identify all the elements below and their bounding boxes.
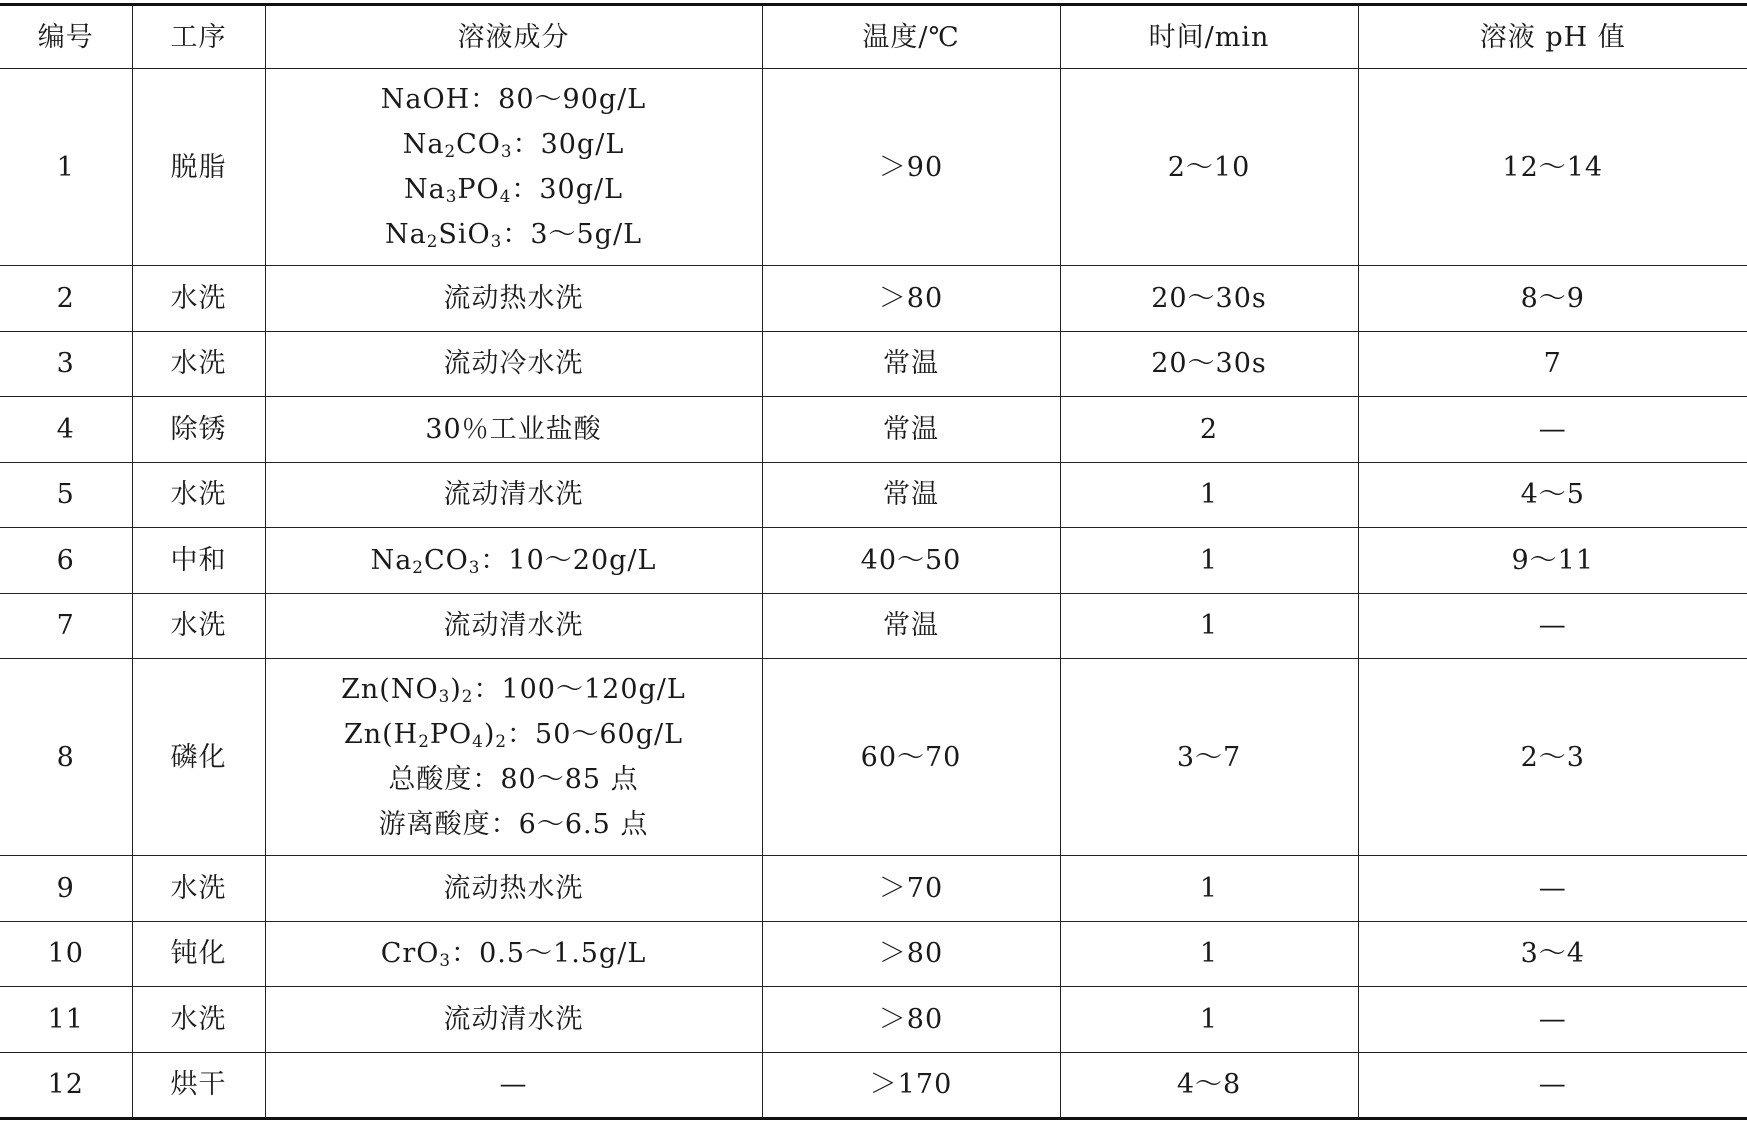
composition-text: SiO [438, 219, 491, 250]
table-body [0, 69, 1747, 1119]
process-cell: 磷化 [132, 659, 265, 856]
composition-line [266, 757, 762, 802]
composition-cell [265, 659, 762, 856]
row-number-cell: 9 [0, 856, 132, 922]
table-row [0, 462, 1747, 528]
temperature-cell: 常温 [762, 593, 1060, 659]
ph-cell: — [1358, 856, 1747, 922]
composition-text: ：50～60g/L [507, 719, 684, 750]
subscript: 3 [439, 950, 452, 971]
subscript: 2 [412, 556, 424, 577]
subscript: 2 [444, 141, 457, 162]
composition-line [266, 122, 762, 167]
composition-text: 总酸度：80～85 点 [388, 764, 639, 795]
temperature-cell: 常温 [762, 331, 1060, 397]
composition-text: Na [403, 174, 446, 205]
composition-text: ：0.5～1.5g/L [451, 938, 647, 970]
composition-text: 游离酸度：6～6.5 点 [378, 809, 649, 840]
composition-cell [265, 1052, 762, 1119]
process-cell: 中和 [132, 528, 265, 594]
composition-text: 流动热水洗 [443, 282, 584, 314]
temperature-cell: ＞90 [762, 69, 1060, 266]
temperature-cell: 常温 [762, 397, 1060, 463]
row-number-cell: 1 [0, 69, 132, 266]
process-cell: 钝化 [132, 921, 265, 987]
subscript: 2 [418, 731, 430, 752]
composition-line [266, 667, 762, 712]
time-cell: 3～7 [1060, 659, 1358, 856]
composition-cell [265, 331, 762, 397]
ph-cell: 9～11 [1358, 528, 1747, 594]
temperature-cell: 40～50 [762, 528, 1060, 594]
header-cell-temperature: 温度/℃ [762, 5, 1060, 69]
composition-line [266, 472, 762, 517]
temperature-cell: ＞70 [762, 856, 1060, 922]
composition-text: PO [457, 174, 500, 205]
composition-text: PO [429, 719, 473, 750]
composition-text: ) [450, 674, 462, 705]
table-row [0, 593, 1747, 659]
composition-text: Zn(NO [341, 674, 439, 705]
process-cell: 水洗 [132, 462, 265, 528]
ph-cell: 12～14 [1358, 69, 1747, 266]
time-cell: 1 [1060, 528, 1358, 594]
row-number-cell: 3 [0, 331, 132, 397]
time-cell: 4～8 [1060, 1052, 1358, 1119]
ph-cell: 8～9 [1358, 266, 1747, 332]
composition-line [266, 77, 762, 122]
header-cell-process: 工序 [132, 5, 265, 69]
composition-text: CrO [380, 938, 440, 970]
composition-line [266, 167, 762, 212]
header-cell-composition: 溶液成分 [265, 5, 762, 69]
time-cell: 20～30s [1060, 266, 1358, 332]
composition-cell [265, 856, 762, 922]
process-cell: 水洗 [132, 331, 265, 397]
composition-line [266, 341, 762, 386]
time-cell: 2～10 [1060, 69, 1358, 266]
table-row [0, 266, 1747, 332]
ph-cell: — [1358, 987, 1747, 1053]
composition-line [266, 997, 762, 1042]
composition-text: — [499, 1069, 528, 1101]
time-cell: 1 [1060, 462, 1358, 528]
ph-cell: — [1358, 1052, 1747, 1119]
composition-text: ：10～20g/L [480, 544, 657, 576]
composition-cell [265, 397, 762, 463]
table-row [0, 331, 1747, 397]
subscript: 3 [438, 686, 451, 707]
table-row [0, 69, 1747, 266]
composition-cell [265, 921, 762, 987]
composition-text: ) [483, 719, 496, 750]
composition-text: 流动冷水洗 [443, 348, 584, 380]
composition-cell [265, 593, 762, 659]
composition-text: ：30g/L [512, 129, 625, 160]
composition-text: Na [385, 219, 427, 250]
composition-text: 流动清水洗 [443, 479, 584, 511]
process-cell: 水洗 [132, 266, 265, 332]
row-number-cell: 8 [0, 659, 132, 856]
subscript: 4 [472, 731, 484, 752]
composition-text: CO [423, 544, 469, 576]
row-number-cell: 10 [0, 921, 132, 987]
table-row [0, 659, 1747, 856]
temperature-cell: ＞80 [762, 921, 1060, 987]
process-cell: 水洗 [132, 987, 265, 1053]
table-row [0, 528, 1747, 594]
subscript: 3 [500, 141, 513, 162]
row-number-cell: 12 [0, 1052, 132, 1119]
temperature-cell: 常温 [762, 462, 1060, 528]
ph-cell: 3～4 [1358, 921, 1747, 987]
composition-cell [265, 987, 762, 1053]
composition-text: 流动热水洗 [443, 872, 584, 904]
composition-text: Zn(H [343, 719, 419, 750]
row-number-cell: 6 [0, 528, 132, 594]
header-cell-ph: 溶液 pH 值 [1358, 5, 1747, 69]
temperature-cell: ＞80 [762, 266, 1060, 332]
temperature-cell: ＞80 [762, 987, 1060, 1053]
table-row [0, 397, 1747, 463]
subscript: 2 [495, 731, 508, 752]
time-cell: 1 [1060, 921, 1358, 987]
process-cell: 烘干 [132, 1052, 265, 1119]
composition-line [266, 407, 762, 452]
composition-line [266, 1062, 762, 1107]
composition-line [266, 931, 762, 976]
subscript: 3 [468, 556, 481, 577]
composition-line [266, 712, 762, 757]
composition-cell [265, 69, 762, 266]
subscript: 2 [461, 686, 474, 707]
header-cell-time: 时间/min [1060, 5, 1358, 69]
composition-line [266, 603, 762, 648]
process-cell: 水洗 [132, 593, 265, 659]
ph-cell: 2～3 [1358, 659, 1747, 856]
time-cell: 1 [1060, 987, 1358, 1053]
process-cell: 脱脂 [132, 69, 265, 266]
table-row [0, 987, 1747, 1053]
composition-line [266, 538, 762, 583]
composition-text: 流动清水洗 [443, 610, 584, 642]
time-cell: 1 [1060, 593, 1358, 659]
header-cell-no: 编号 [0, 5, 132, 69]
ph-cell: — [1358, 397, 1747, 463]
header-row [0, 5, 1747, 69]
table-row [0, 921, 1747, 987]
process-table [0, 3, 1747, 1120]
composition-text: 30％工业盐酸 [425, 413, 602, 445]
subscript: 4 [499, 186, 512, 207]
table-row [0, 1052, 1747, 1119]
composition-text: ：30g/L [511, 174, 624, 205]
composition-cell [265, 528, 762, 594]
row-number-cell: 7 [0, 593, 132, 659]
temperature-cell: 60～70 [762, 659, 1060, 856]
process-cell: 除锈 [132, 397, 265, 463]
time-cell: 20～30s [1060, 331, 1358, 397]
composition-text: CO [456, 129, 501, 160]
subscript: 3 [445, 186, 458, 207]
row-number-cell: 2 [0, 266, 132, 332]
composition-cell [265, 266, 762, 332]
composition-cell [265, 462, 762, 528]
composition-text: Na [402, 129, 445, 160]
row-number-cell: 5 [0, 462, 132, 528]
time-cell: 2 [1060, 397, 1358, 463]
composition-line [266, 866, 762, 911]
composition-line [266, 802, 762, 847]
composition-text: Na [370, 544, 413, 576]
composition-line [266, 212, 762, 257]
subscript: 3 [490, 231, 503, 252]
subscript: 2 [426, 231, 439, 252]
composition-text: NaOH：80～90g/L [380, 84, 647, 115]
ph-cell: — [1358, 593, 1747, 659]
time-cell: 1 [1060, 856, 1358, 922]
ph-cell: 4～5 [1358, 462, 1747, 528]
table-row [0, 856, 1747, 922]
temperature-cell: ＞170 [762, 1052, 1060, 1119]
row-number-cell: 11 [0, 987, 132, 1053]
composition-text: ：100～120g/L [473, 674, 686, 705]
composition-text: 流动清水洗 [443, 1003, 584, 1035]
process-table-container [0, 3, 1747, 1120]
composition-line [266, 276, 762, 321]
ph-cell: 7 [1358, 331, 1747, 397]
process-cell: 水洗 [132, 856, 265, 922]
row-number-cell: 4 [0, 397, 132, 463]
composition-text: ：3～5g/L [502, 219, 642, 250]
